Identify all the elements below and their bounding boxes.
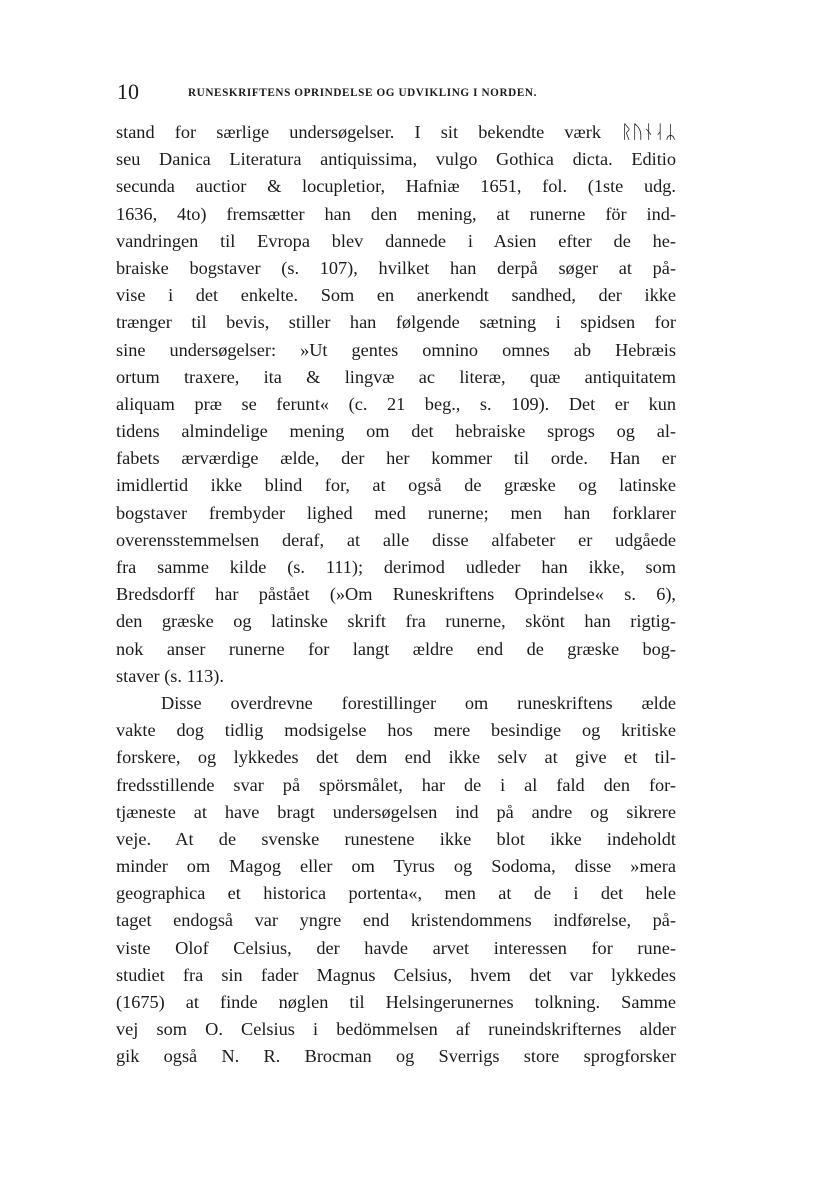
text-line: veje. At de svenske runestene ikke blot ikke indeholdt	[116, 828, 676, 849]
text-line: vakte dog tidlig modsigelse hos mere besindige og kritiske	[116, 720, 676, 741]
text-line: braiske bogstaver (s. 107), hvilket han derpå søger at på-	[116, 257, 676, 278]
text-line: vise i det enkelte. Som en anerkendt sandhed, der ikke	[116, 285, 676, 306]
text-line: ortum traxere, ita & lingvæ ac literæ, quæ antiquitatem	[116, 366, 676, 387]
text-line: vandringen til Evropa blev dannede i Asien efter de he-	[116, 230, 676, 251]
text-line: gik også N. R. Brocman og Sverrigs store sprogforsker	[116, 1046, 676, 1067]
text-line: forskere, og lykkedes det dem end ikke selv at give et til-	[116, 747, 676, 768]
body-text	[116, 119, 676, 1071]
running-title: RUNESKRIFTENS OPRINDELSE OG UDVIKLING I NORDEN.	[188, 87, 537, 99]
text-line: overensstemmelsen deraf, at alle disse alfabeter er udgåede	[116, 529, 676, 550]
text-line: seu Danica Literatura antiquissima, vulgo Gothica dicta. Editio	[116, 149, 676, 170]
text-line: minder om Magog eller om Tyrus og Sodoma, disse »mera	[116, 856, 676, 877]
text-line: Bredsdorff har påstået (»Om Runeskriftens Oprindelse« s. 6),	[116, 584, 676, 605]
text-line: trænger til bevis, stiller han følgende sætning i spidsen for	[116, 312, 676, 333]
text-line: viste Olof Celsius, der havde arvet interessen for rune-	[116, 937, 676, 958]
text-line: taget endogså var yngre end kristendommens indførelse, på-	[116, 910, 676, 931]
text-line: fabets ærværdige ælde, der her kommer til orde. Han er	[116, 448, 676, 469]
text-line: nok anser runerne for langt ældre end de græske bog-	[116, 638, 676, 659]
text-line: sine undersøgelser: »Ut gentes omnino omnes ab Hebræis	[116, 339, 676, 360]
paragraph-end-line: staver (s. 113).	[116, 665, 224, 686]
text-line: tjæneste at have bragt undersøgelsen ind på andre og sikrere	[116, 801, 676, 822]
page-number: 10	[117, 79, 139, 104]
text-line: den græske og latinske skrift fra runerne, skönt han rigtig-	[116, 611, 676, 632]
text-line: bogstaver frembyder lighed med runerne; men han forklarer	[116, 502, 676, 523]
text-line: imidlertid ikke blind for, at også de græske og latinske	[116, 475, 676, 496]
text-line: vej som O. Celsius i bedömmelsen af runeindskrifternes alder	[116, 1019, 676, 1040]
text-line: aliquam præ se ferunt« (c. 21 beg., s. 109). Det er kun	[116, 393, 676, 414]
text-line: studiet fra sin fader Magnus Celsius, hvem det var lykkedes	[116, 964, 676, 985]
paragraph-start-line: Disse overdrevne forestillinger om runeskriftens ælde	[161, 692, 676, 713]
text-line: 1636, 4to) fremsætter han den mening, at runerne för ind-	[116, 203, 676, 224]
text-line: fra samme kilde (s. 111); derimod udleder han ikke, som	[116, 557, 676, 577]
page-header	[115, 80, 675, 104]
text-line: secunda auctior & locupletior, Hafniæ 1651, fol. (1ste udg.	[116, 176, 676, 197]
text-line: stand for særlige undersøgelser. I sit bekendte værk ᚱᚢᚾᛆᛦ	[116, 122, 676, 142]
text-line: tidens almindelige mening om det hebraiske sprogs og al-	[116, 421, 676, 442]
text-line: fredsstillende svar på spörsmålet, har de i al fald den for-	[116, 774, 676, 795]
text-line: (1675) at finde nøglen til Helsingerunernes tolkning. Samme	[116, 992, 676, 1012]
text-line: geographica et historica portenta«, men at de i det hele	[116, 883, 676, 904]
